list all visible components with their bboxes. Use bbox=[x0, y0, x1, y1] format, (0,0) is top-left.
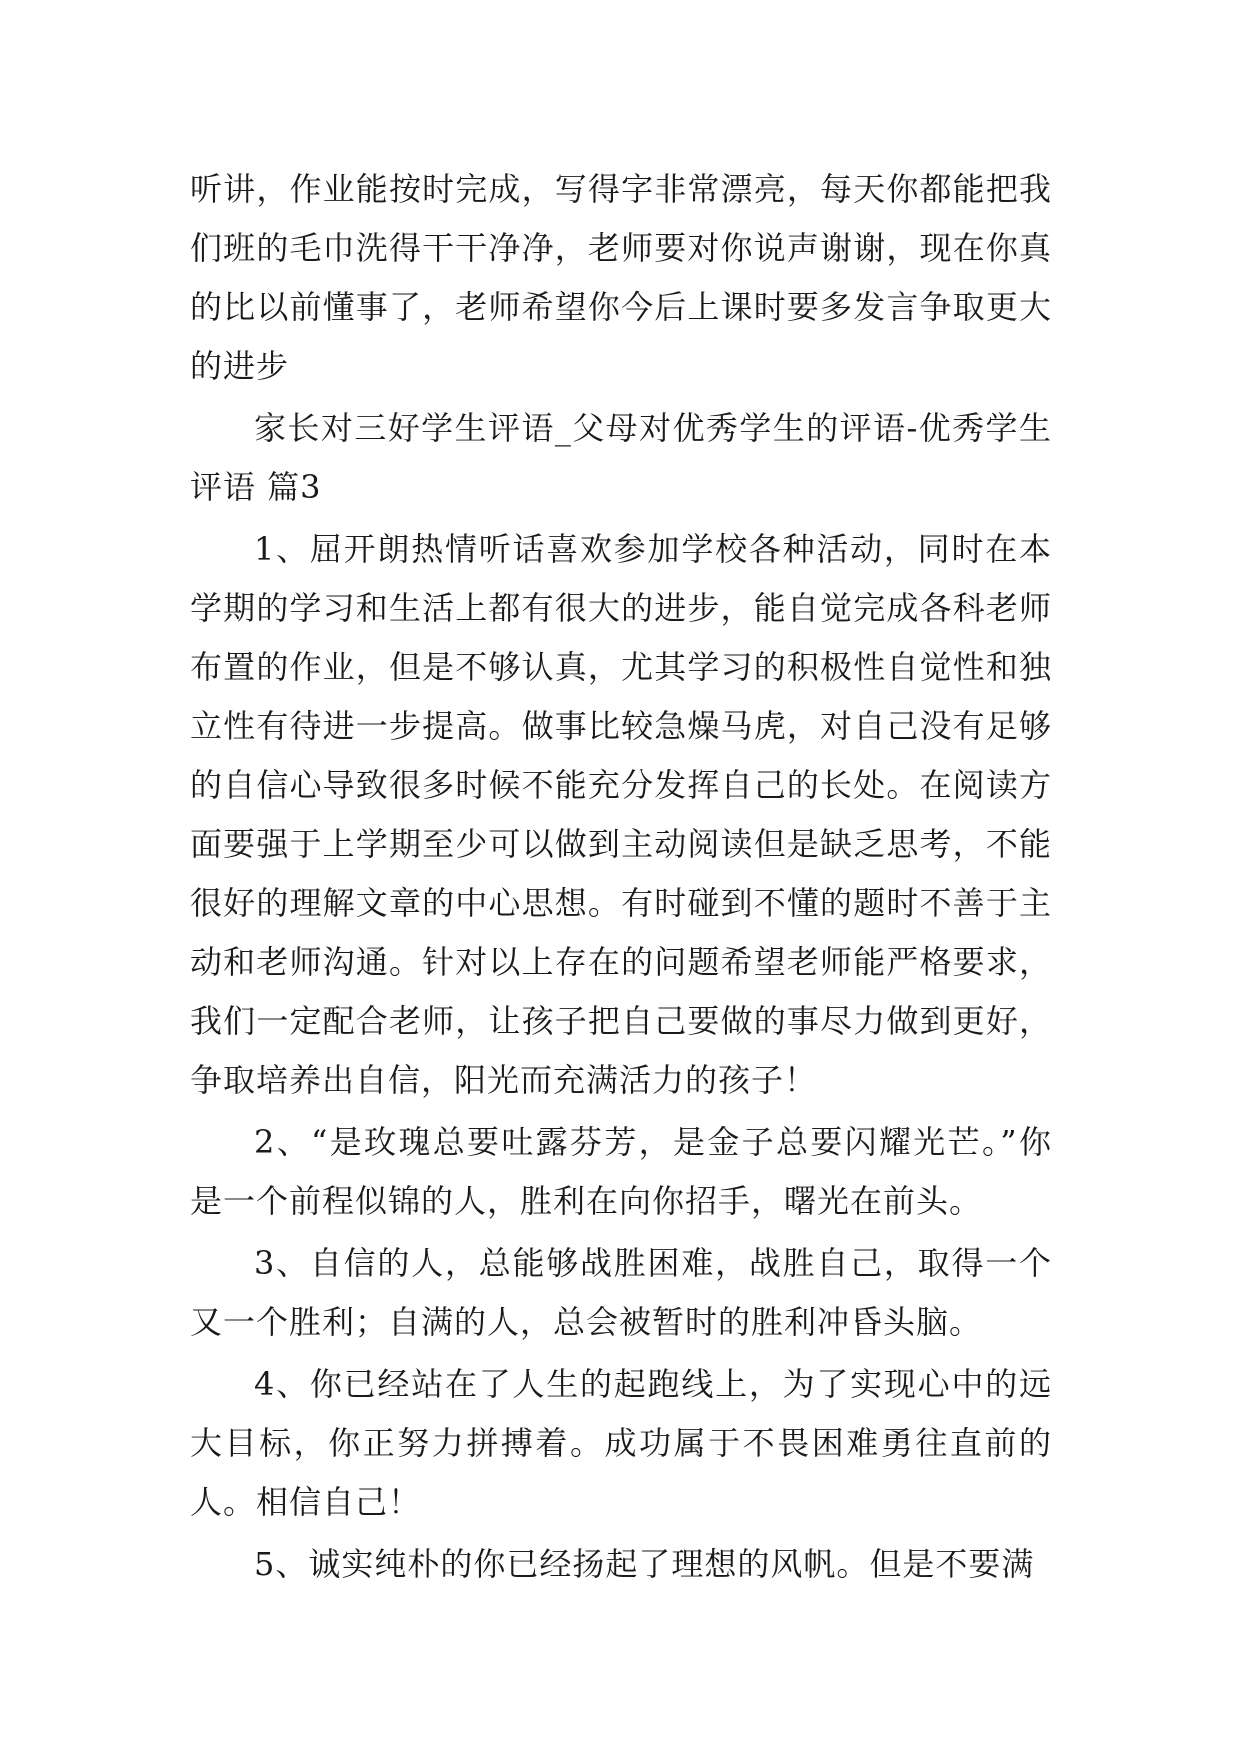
paragraph-item-4: 4、你已经站在了人生的起跑线上，为了实现心中的远大目标，你正努力拼搏着。成功属于不畏困难勇往直前的人。相信自己！ bbox=[190, 1365, 1052, 1521]
paragraph-item-5: 5、诚实纯朴的你已经扬起了理想的风帆。但是不要满 bbox=[254, 1545, 1035, 1583]
paragraph-item-2: 2、“是玫瑰总要吐露芬芳，是金子总要闪耀光芒。”你是一个前程似锦的人，胜利在向你招手，曙光在前头。 bbox=[190, 1123, 1052, 1220]
section-heading: 家长对三好学生评语_父母对优秀学生的评语-优秀学生评语 篇3 bbox=[190, 409, 1052, 506]
document-body bbox=[190, 160, 1052, 1594]
paragraph-item-3: 3、自信的人，总能够战胜困难，战胜自己，取得一个又一个胜利；自满的人，总会被暂时的胜利冲昏头脑。 bbox=[190, 1244, 1052, 1341]
paragraph-continuation: 听讲，作业能按时完成，写得字非常漂亮，每天你都能把我们班的毛巾洗得干干净净，老师要对你说声谢谢，现在你真的比以前懂事了，老师希望你今后上课时要多发言争取更大的进步 bbox=[190, 170, 1052, 385]
paragraph-item-1: 1、屈开朗热情听话喜欢参加学校各种活动，同时在本学期的学习和生活上都有很大的进步，能自觉完成各科老师布置的作业，但是不够认真，尤其学习的积极性自觉性和独立性有待进一步提高。做事比较急燥马虎，对自己没有足够的自信心导致很多时候不能充分发挥自己的长处。在阅读方面要强于上学期至少可以做到主动阅读但是缺乏思考，不能很好的理解文章的中心思想。有时碰到不懂的题时不善于主动和老师沟通。针对以上存在的问题希望老师能严格要求，我们一定配合老师，让孩子把自己要做的事尽力做到更好，争取培养出自信，阳光而充满活力的孩子！ bbox=[190, 530, 1052, 1099]
